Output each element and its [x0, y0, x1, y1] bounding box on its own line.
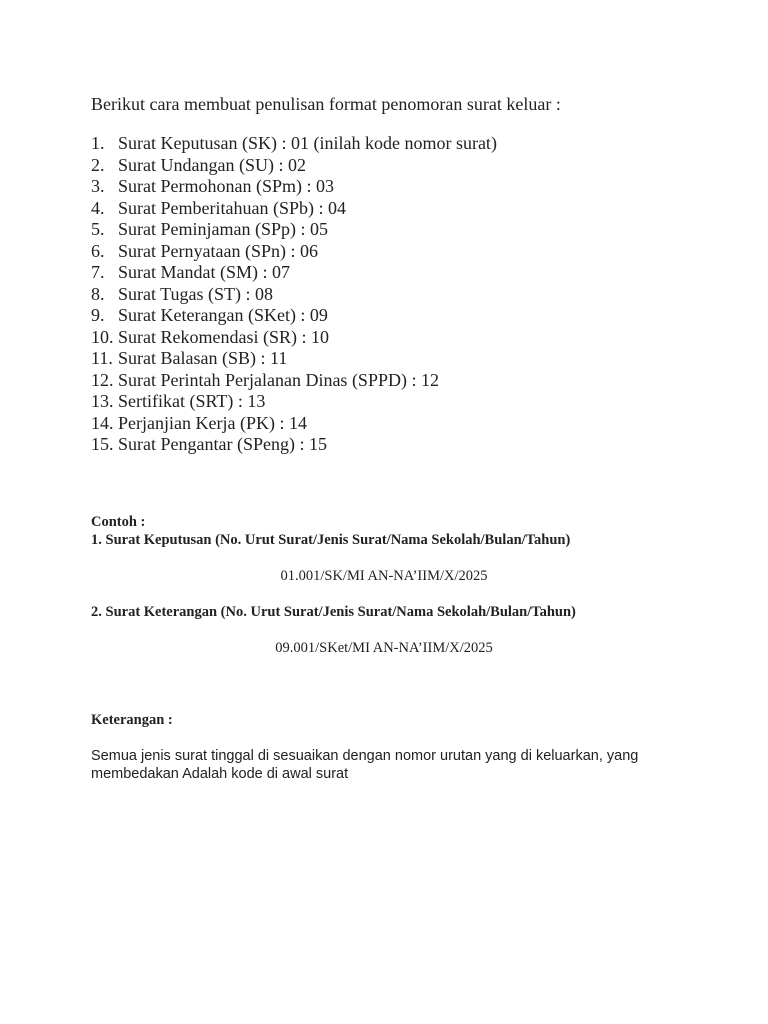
list-item [91, 262, 497, 284]
list-item [91, 434, 497, 456]
list-text: Surat Permohonan (SPm) : 03 [118, 176, 334, 196]
example-heading: Contoh : [91, 514, 146, 530]
list-number: 7. [91, 262, 105, 282]
example-1-title: 1. Surat Keputusan (No. Urut Surat/Jenis Surat/Nama Sekolah/Bulan/Tahun) [91, 532, 571, 548]
list-text: Surat Pengantar (SPeng) : 15 [118, 434, 327, 454]
list-item [91, 241, 497, 263]
list-text: Surat Perintah Perjalanan Dinas (SPPD) : 12 [118, 369, 439, 390]
example-2-number: 09.001/SKet/MI AN-NA’IIM/X/2025 [275, 640, 493, 656]
list-number: 14. [91, 412, 114, 433]
list-item [91, 155, 497, 177]
list-number: 11. [91, 348, 113, 368]
list-item [91, 327, 497, 349]
list-text: Perjanjian Kerja (PK) : 14 [118, 412, 307, 433]
list-number: 5. [91, 219, 105, 239]
list-item [91, 219, 497, 241]
example-2-title: 2. Surat Keterangan (No. Urut Surat/Jenis Surat/Nama Sekolah/Bulan/Tahun) [91, 604, 576, 620]
list-item [91, 348, 497, 370]
list-text: Sertifikat (SRT) : 13 [118, 391, 266, 411]
list-number: 6. [91, 240, 105, 261]
list-number: 15. [91, 434, 114, 454]
list-text: Surat Keputusan (SK) : 01 (inilah kode nomor surat) [118, 133, 497, 153]
letter-code-list [91, 133, 497, 456]
list-item [91, 176, 497, 198]
list-item [91, 391, 497, 413]
list-text: Surat Pemberitahuan (SPb) : 04 [118, 197, 346, 218]
list-number: 10. [91, 326, 114, 347]
list-text: Surat Tugas (ST) : 08 [118, 283, 274, 304]
list-item [91, 198, 497, 220]
list-number: 8. [91, 283, 105, 304]
list-text: Surat Balasan (SB) : 11 [118, 348, 288, 368]
list-number: 12. [91, 369, 114, 390]
list-number: 9. [91, 305, 105, 325]
list-text: Surat Rekomendasi (SR) : 10 [118, 326, 329, 347]
list-number: 2. [91, 154, 105, 175]
example-1-number: 01.001/SK/MI AN-NA’IIM/X/2025 [280, 568, 488, 584]
list-number: 1. [91, 133, 105, 153]
list-text: Surat Mandat (SM) : 07 [118, 262, 290, 282]
list-text: Surat Undangan (SU) : 02 [118, 154, 306, 175]
note-text: Semua jenis surat tinggal di sesuaikan dengan nomor urutan yang di keluarkan, yang membedakan Adalah kode di awal surat [91, 748, 639, 782]
list-number: 4. [91, 197, 105, 218]
list-number: 13. [91, 391, 114, 411]
note-heading: Keterangan : [91, 712, 173, 728]
intro-text: Berikut cara membuat penulisan format penomoran surat keluar : [91, 94, 561, 114]
list-item [91, 284, 497, 306]
list-text: Surat Keterangan (SKet) : 09 [118, 305, 328, 325]
list-item [91, 370, 497, 392]
list-number: 3. [91, 176, 105, 196]
list-item [91, 413, 497, 435]
list-item [91, 305, 497, 327]
list-text: Surat Pernyataan (SPn) : 06 [118, 240, 318, 261]
list-text: Surat Peminjaman (SPp) : 05 [118, 219, 328, 239]
list-item [91, 133, 497, 155]
